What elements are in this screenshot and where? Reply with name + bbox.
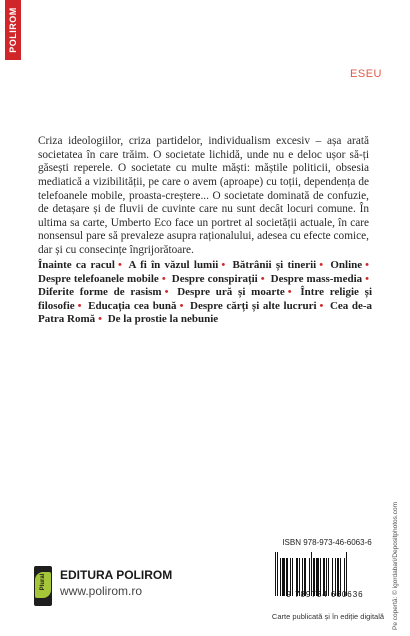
- isbn-label: ISBN 978-973-46-6063-6: [282, 538, 372, 547]
- toc-item: Educația cea bună: [88, 299, 177, 312]
- publisher-url[interactable]: www.polirom.ro: [60, 584, 143, 598]
- toc-separator: •: [287, 286, 292, 299]
- toc-separator: •: [164, 286, 169, 299]
- brand-name: POLIROM: [8, 7, 18, 53]
- toc-separator: •: [221, 259, 226, 271]
- toc-item: Despre mass-media: [270, 272, 363, 285]
- toc-separator: •: [161, 272, 166, 285]
- toc-item: Despre ură și moarte: [177, 286, 285, 299]
- toc-item: Între religie și filosofie: [38, 286, 373, 312]
- publisher-name: EDITURA POLIROM: [60, 568, 173, 582]
- series-label: ESEU: [350, 68, 382, 80]
- logo-label: Plural: [40, 573, 46, 591]
- toc-item: Despre conspirații: [171, 272, 258, 285]
- cover-credit: Pe copertă: © igordabari/Depositphotos.com: [392, 502, 399, 630]
- toc-item: De la prostie la nebunie: [107, 313, 219, 326]
- toc-item: Diferite forme de rasism: [38, 286, 162, 299]
- toc-item: A fi în văzul lumii: [128, 259, 219, 271]
- toc-item: Bătrânii și tinerii: [232, 259, 317, 271]
- toc-item: Despre telefoanele mobile: [38, 272, 159, 285]
- brand-tab: [5, 0, 21, 60]
- toc-item: Despre cărți și alte lucruri: [190, 299, 317, 312]
- table-of-contents: [38, 259, 372, 327]
- digital-edition-note: Carte publicată și în ediție digitală: [271, 612, 385, 621]
- toc-item: Înainte ca racul: [38, 259, 115, 271]
- toc-separator: •: [365, 272, 370, 285]
- book-description: Criza ideologiilor, criza partidelor, individualism excesiv – așa arată societatea în care trăim. O societate lichidă, unde nu e deloc ușor să-ți găsești reperele. O societate cu multe măști: măștile politicii, obsesia mediatică a vizibilității, pe care o avem (aproape) cu toții, dependența de telefoanele mobile, proasta-creștere... O societate dominată de confuzie, de detașare și de fluvii de cuvinte care nu sunt decât locuri comune. În ultima sa carte, Umberto Eco face un portret al societății actuale, în care nonsensul pare să prevaleze asupra raționalului, adesea cu efecte comice, dar și cu consecințe îngrijorătoare.: [38, 135, 369, 257]
- barcode-digits: 9 789734 660636: [286, 590, 364, 599]
- toc-separator: •: [179, 299, 184, 312]
- barcode: [267, 538, 383, 606]
- toc-item: Online: [330, 259, 363, 271]
- plural-logo: [34, 566, 52, 606]
- toc-separator: •: [98, 313, 102, 326]
- toc-separator: •: [117, 259, 122, 271]
- toc-separator: •: [365, 259, 369, 271]
- toc-item: Cea de-a Patra Romă: [38, 299, 373, 326]
- toc-separator: •: [319, 259, 324, 271]
- toc-separator: •: [260, 272, 265, 285]
- toc-separator: •: [77, 299, 82, 312]
- toc-separator: •: [319, 299, 324, 312]
